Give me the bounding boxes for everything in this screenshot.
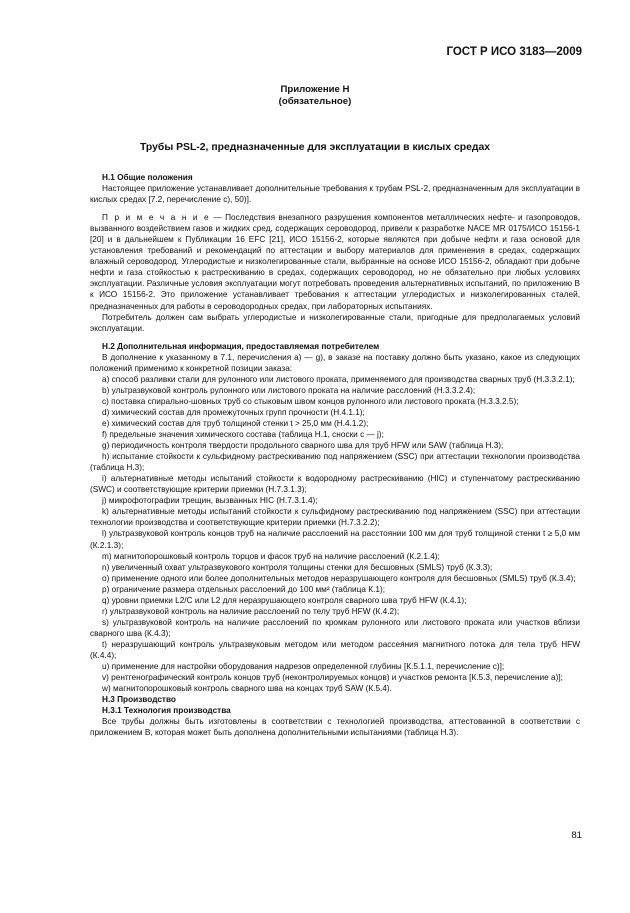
- annex-heading: [0, 84, 630, 108]
- list-item: q) уровни приемки L2/C или L2 для неразрушающего контроля сварного шва труб HFW (К.4.1);: [102, 595, 467, 605]
- list-item: i) альтернативные методы испытаний стойкости к водородному растрескиванию (HIC) и ступенчатому растрескиванию (SWC) и соответствующие критерии приемки (Н.7.3.1.3);: [90, 474, 580, 495]
- list-item: b) ультразвуковой контроль рулонного или листового проката на наличие расслоений (Н.3.3.2.4);: [102, 385, 476, 395]
- subsection-heading-h3-1: Н.3.1 Технология производства: [102, 706, 231, 716]
- note-label: П р и м е ч а н и е: [102, 213, 211, 223]
- list-item: l) ультразвуковой контроль концов труб на наличие расслоений на расстоянии 100 мм для труб толщиной стенки t ≥ 5,0 мм (К.2.1.3);: [90, 529, 580, 550]
- list-item: g) периодичность контроля твердости продольного сварного шва для труб HFW или SAW (таблица Н.3);: [102, 441, 504, 451]
- list-item: j) микрофотографии трещин, вызванных HIC (Н.7.3.1.4);: [102, 496, 318, 506]
- paragraph: Все трубы должны быть изготовлены в соответствии с технологией производства, аттестованной в соответствии с приложением В, которая может быть дополнена дополнительными испытаниями (таблица Н.3).: [90, 717, 580, 738]
- annex-status: (обязательное): [278, 96, 352, 107]
- list-item: f) предельные значения химического состава (таблица Н.1, сноски с — j);: [102, 430, 384, 440]
- note-text: — Последствия внезапного разрушения компонентов металлических нефте- и газопроводов, вызванного воздействием газов и жидких сред, содержащих сероводород, привели к разработке NACE MR 0175/ИСО 15156-1 [20] и в дальнейшем к Публикации 16 EFC [21], ИСО 15156-2, которые являются при добыче нефти и газа основой для установления требований и рекомендаций по аттестации и выбору материалов для применения в средах, содержащих влажный сероводород. Углеродистые и низколегированные стали, выбранные на основе ИСО 15156-2, обладают при добыче нефти и газа стойкостью к растрескиванию в средах, содержащих сероводород, но не обязательно при любых условиях эксплуатации. Различные условия эксплуатации могут потребовать проведения альтернативных испытаний, по приложению В к ИСО 15156-2. Это приложение устанавливает требования к аттестации углеродистых и низколегированных сталей, предназначенных для работы в сероводородных средах, при лабораторных испытаниях.: [90, 213, 580, 311]
- annex-title: Приложение Н: [280, 84, 350, 95]
- document-body: [90, 165, 580, 738]
- paragraph: Настоящее приложение устанавливает дополнительные требования к трубам PSL-2, предназначенным для эксплуатации в кислых средах [7.2, перечисление с), 50)].: [90, 184, 580, 205]
- list-item: p) ограничение размера отдельных расслоений до 100 мм² (таблица К.1);: [102, 584, 385, 594]
- list-item: r) ультразвуковой контроль на наличие расслоений по телу труб HFW (К.4.2);: [102, 606, 400, 616]
- page-number: 81: [571, 830, 582, 841]
- list-item: n) увеличенный охват ультразвукового контроля толщины стенки для бесшовных (SMLS) труб (К.3.3);: [102, 562, 493, 572]
- list-item: h) испытание стойкости к сульфидному растрескиванию под напряжением (SSC) при аттестации технологии производства (таблица Н.3);: [90, 452, 580, 473]
- list-item: w) магнитопорошковый контроль сварного шва на концах труб SAW (К.5.4).: [102, 684, 392, 694]
- list-item: t) неразрушающий контроль ультразвуковым методом или методом рассеяния магнитного потока для тела труб HFW (К.4.4);: [90, 639, 580, 660]
- list-item: d) химический состав для промежуточных групп прочности (Н.4.1.1);: [102, 407, 365, 417]
- section-heading-h3: Н.3 Производство: [102, 695, 176, 705]
- standard-designation: ГОСТ Р ИСО 3183—2009: [446, 46, 582, 58]
- paragraph: В дополнение к указанному в 7.1, перечисления а) — g), в заказе на поставку должно быть указано, какое из следующих положений применимо к конкретной позиции заказа:: [90, 352, 580, 373]
- list-item: u) применение для настройки оборудования надрезов определенной глубины [К.5.1.1, перечисление с)];: [102, 662, 505, 672]
- section-heading-h2: Н.2 Дополнительная информация, предоставляемая потребителем: [102, 341, 380, 351]
- annex-main-title: Трубы PSL-2, предназначенные для эксплуатации в кислых средах: [139, 142, 491, 153]
- list-item: m) магнитопорошковый контроль торцов и фасок труб на наличие расслоений (К.2.1.4);: [102, 551, 440, 561]
- list-item: a) способ разливки стали для рулонного или листового проката, применяемого для производства сварных труб (Н.3.3.2.1);: [102, 374, 575, 384]
- list-item: c) поставка спирально-шовных труб со стыковым швом концов рулонного или листового проката (Н.3.3.2.5);: [102, 396, 519, 406]
- note-paragraph: [90, 212, 580, 311]
- section-heading-h1: Н.1 Общие положения: [102, 173, 193, 182]
- list-item: e) химический состав для труб толщиной стенки t > 25,0 мм (Н.4.1.2);: [102, 418, 369, 428]
- list-item: s) ультразвуковой контроль на наличие расслоений по кромкам рулонного или листового проката или участков вблизи сварного шва (К.4.3);: [90, 617, 580, 638]
- paragraph: Потребитель должен сам выбрать углеродистые и низколегированные стали, пригодные для предполагаемых условий эксплуатации.: [90, 312, 580, 333]
- requirement-list: [90, 374, 580, 694]
- list-item: k) альтернативные методы испытаний стойкости к сульфидному растрескиванию под напряжением (SSC) при аттестации технологии производства и соответствующие критерии приемки (Н.7.3.2.2);: [90, 507, 580, 528]
- list-item: o) применение одного или более дополнительных методов неразрушающего контроля для бесшовных (SMLS) труб (К.3.4);: [102, 573, 576, 583]
- list-item: v) рентгенографический контроль концов труб (неконтролируемых концов) и участков ремонта [К.5.3, перечисление а)];: [102, 673, 563, 683]
